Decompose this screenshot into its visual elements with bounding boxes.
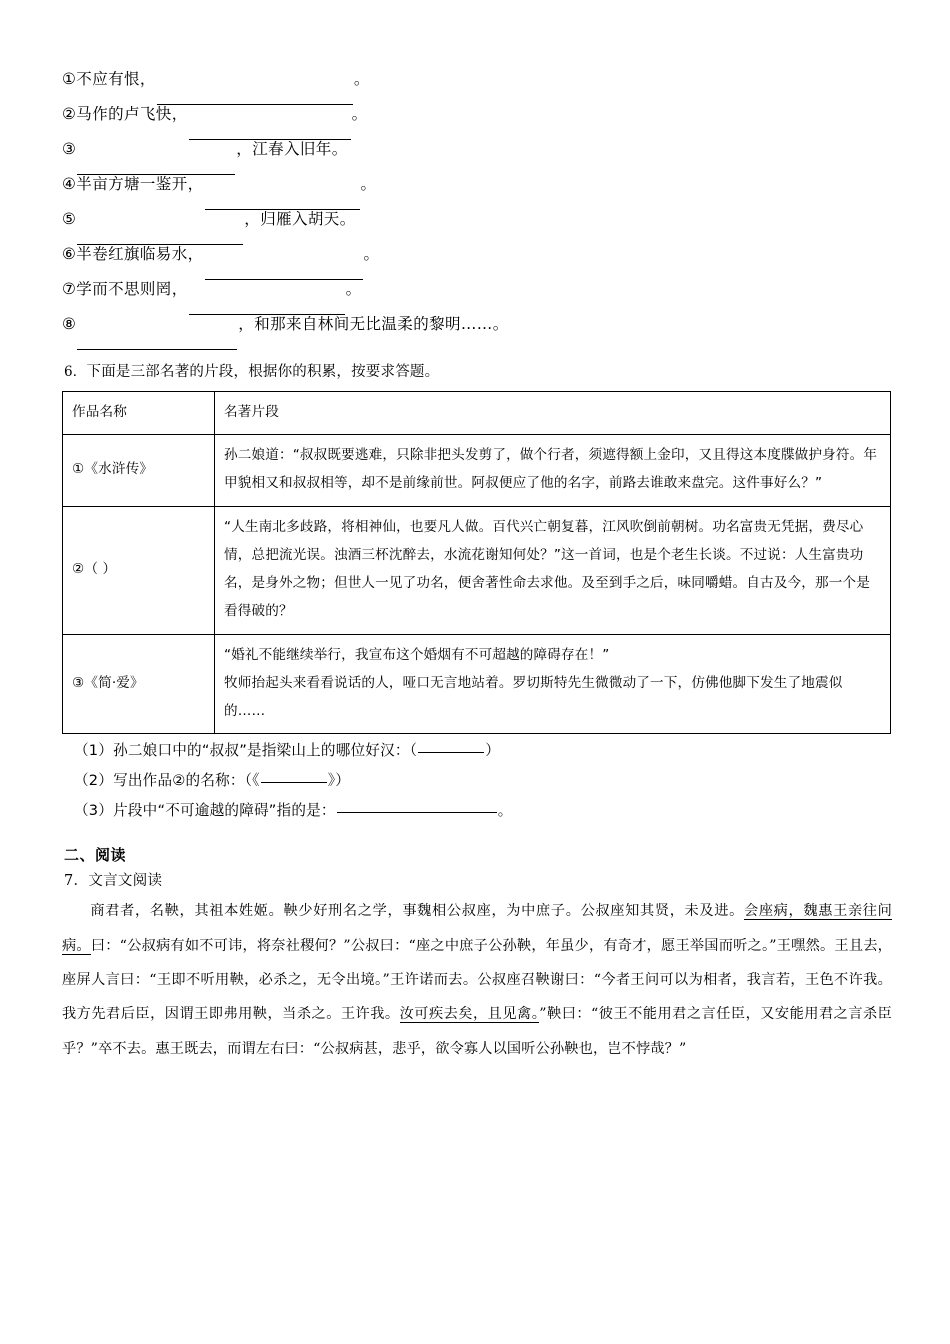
sub-question-text-after: 。 — [497, 802, 513, 820]
work-title-cell: ③《简·爱》 — [63, 634, 215, 734]
poem-blank-line — [62, 107, 890, 142]
poem-blank-line — [62, 282, 890, 317]
poem-item-marker: ⑦ — [62, 280, 77, 298]
poem-lead-text: 半亩方塘一鉴开， — [76, 175, 204, 193]
work-excerpt-cell — [215, 506, 891, 634]
poem-item-marker: ④ — [62, 175, 77, 193]
excerpt-paragraph: “人生南北多歧路，将相神仙，也要凡人做。百代兴亡朝复暮，江风吹倒前朝树。功名富贵无凭据，费尽心情，总把流光误。浊酒三杯沈醉去，水流花谢知何处？”这一首词，也是个老生长谈。不过说：人生富贵功名，是身外之物；但世人一见了功名，便舍著性命去求他。及至到手之后，味同嚼蜡。自古及今，那一个是看得破的？ — [224, 518, 870, 620]
poem-blank-line — [62, 142, 890, 177]
answer-blank[interactable] — [189, 301, 345, 315]
passage-segment: 商君者，名鞅，其祖本姓姬。鞅少好刑名之学，事魏相公叔座，为中庶子。公叔座知其贤，未及进。 — [90, 903, 744, 920]
poem-lead-text: 半卷红旗临易水， — [76, 245, 204, 263]
famous-works-table — [62, 391, 891, 735]
answer-blank[interactable] — [77, 161, 235, 175]
poem-blank-line — [62, 212, 890, 247]
poem-item-marker: ③ — [62, 140, 77, 158]
poem-lead-text: 马作的卢飞快， — [76, 105, 188, 123]
poem-item-marker: ① — [62, 70, 77, 88]
sub-question-label: （1） — [74, 742, 114, 760]
sub-question-label: （3） — [74, 802, 114, 820]
question-7-title: 文言文阅读 — [88, 873, 163, 890]
sub-question-text: 片段中“不可逾越的障碍”指的是： — [113, 802, 336, 820]
answer-blank[interactable] — [205, 266, 363, 280]
poem-tail-text: ，和那来自林间无比温柔的黎明……。 — [238, 315, 509, 333]
poem-blank-line — [62, 317, 890, 352]
question-6-prompt-text: 下面是三部名著的片段，根据你的积累，按要求答题。 — [86, 364, 440, 380]
answer-blank[interactable] — [261, 770, 327, 783]
sub-question-text-after: ） — [485, 742, 500, 760]
sub-question — [62, 772, 890, 802]
poem-tail-text: 。 — [360, 175, 377, 193]
question-7-heading — [64, 869, 890, 890]
work-excerpt-cell — [215, 634, 891, 734]
passage-segment: 曰：“公叔病有如不可讳，将奈社稷何？”公叔曰：“座之中庶子公孙鞅，年虽少，有奇才，愿王举国而听之。”王嘿然。王且去，座屏人言曰：“王即不听用鞅，必杀之，无令出境。”王许诺而去。公叔座召鞅谢曰：“今者王问可以为相者，我言若，王色不许我。我方先君后臣，因谓王即弗用鞅，当杀之。王许我。 — [62, 937, 892, 1023]
poem-item-marker: ② — [62, 105, 77, 123]
table-row — [63, 435, 891, 507]
table-body — [63, 435, 891, 734]
poem-item-marker: ⑧ — [62, 315, 77, 333]
question-6-prompt — [64, 362, 890, 384]
sub-question-label: （2） — [74, 772, 114, 790]
work-title-cell: ①《水浒传》 — [63, 435, 215, 507]
question-7-number: 7． — [64, 873, 89, 890]
poem-tail-text: 。 — [351, 105, 368, 123]
answer-blank[interactable] — [418, 740, 484, 753]
poem-lead-text: 不应有恨， — [76, 70, 156, 88]
poem-blank-line — [62, 247, 890, 282]
sub-question — [62, 742, 890, 772]
answer-blank[interactable] — [77, 231, 243, 245]
classical-chinese-passage — [62, 894, 892, 1066]
sub-question-text: 写出作品②的名称：（《 — [113, 772, 260, 790]
table-header-row — [63, 391, 891, 434]
sub-question-text-after: 》） — [327, 772, 350, 790]
poem-item-marker: ⑤ — [62, 210, 77, 228]
passage-segment: ”鞅曰：“彼王不能用君之言任臣，又安能用君之言杀臣乎？”卒不去。惠王既去，而谓左右曰：“公叔病甚，悲乎，欲令寡人以国听公孙鞅也，岂不悖哉？” — [62, 1006, 893, 1057]
answer-blank[interactable] — [157, 91, 353, 105]
poem-blank-list — [62, 72, 890, 352]
poem-tail-text: 。 — [345, 280, 362, 298]
poem-tail-text: 。 — [353, 70, 370, 88]
poem-tail-text: 。 — [363, 245, 380, 263]
excerpt-paragraph: “婚礼不能继续举行，我宣布这个婚烟有不可超越的障碍存在！” — [224, 646, 610, 663]
sub-question — [62, 802, 890, 832]
question-6-number: 6． — [64, 364, 87, 380]
answer-blank[interactable] — [77, 336, 237, 350]
poem-blank-line — [62, 72, 890, 107]
poem-lead-text: 学而不思则罔， — [76, 280, 188, 298]
answer-blank[interactable] — [205, 196, 360, 210]
column-header-work-title: 作品名称 — [63, 391, 215, 434]
answer-blank[interactable] — [337, 800, 497, 813]
work-title-cell: ②（ ） — [63, 506, 215, 634]
section-heading-reading: 二、阅读 — [64, 846, 127, 865]
underlined-translation-segment: 会座病，魏惠王亲往问病。 — [62, 903, 892, 954]
poem-tail-text: ，江春入旧年。 — [236, 140, 348, 158]
table-row — [63, 634, 891, 734]
poem-item-marker: ⑥ — [62, 245, 77, 263]
sub-question-text: 孙二娘口中的“叔叔”是指梁山上的哪位好汉：（ — [113, 742, 418, 760]
poem-blank-line — [62, 177, 890, 212]
poem-tail-text: ，归雁入胡天。 — [244, 210, 356, 228]
answer-blank[interactable] — [189, 126, 351, 140]
excerpt-paragraph: 孙二娘道：“叔叔既要逃难，只除非把头发剪了，做个行者，须遮得额上金印，又且得这本度牒做护身符。年甲貌相又和叔叔相等，却不是前缘前世。阿叔便应了他的名字，前路去谁敢来盘完。这件事好么？” — [224, 447, 878, 492]
table-row — [63, 506, 891, 634]
work-excerpt-cell — [215, 435, 891, 507]
excerpt-paragraph: 牧师抬起头来看看说话的人，哑口无言地站着。罗切斯特先生微微动了一下，仿佛他脚下发生了地震似的…… — [224, 674, 843, 720]
question-6-sub-questions — [62, 742, 890, 832]
underlined-translation-segment: 汝可疾去矣，且见禽。 — [399, 1006, 540, 1023]
column-header-excerpt: 名著片段 — [215, 391, 891, 434]
